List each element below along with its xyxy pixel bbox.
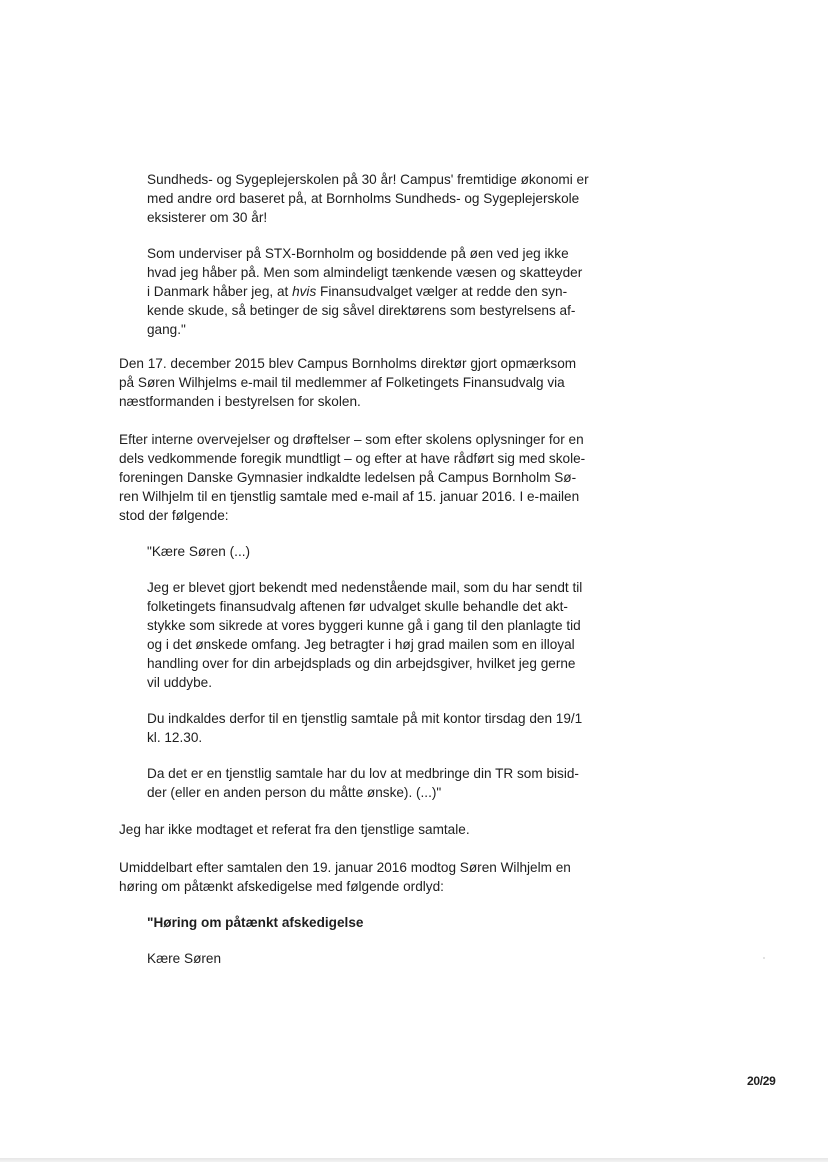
text-line: Du indkaldes derfor til en tjenstlig samtale på mit kontor tirsdag den 19/1 (147, 711, 583, 726)
scan-edge-line (0, 1158, 828, 1162)
text-line: Jeg har ikke modtaget et referat fra den tjenstlige samtale. (119, 822, 470, 837)
text-line: stod der følgende: (119, 508, 229, 523)
text-line: Kære Søren (147, 951, 222, 966)
text-line: Da det er en tjenstlig samtale har du lov at medbringe din TR som bisid- (147, 766, 579, 781)
text-line: "Høring om påtænkt afskedigelse (147, 915, 364, 930)
text-line: med andre ord baseret på, at Bornholms Sundheds- og Sygeplejerskole (147, 191, 580, 206)
text-line: Efter interne overvejelser og drøftelser – som efter skolens oplysninger for en (119, 432, 584, 447)
text-line: kende skude, så betinger de sig såvel direktørens som bestyrelsens af- (147, 303, 576, 318)
text-segment: i Danmark håber jeg, at (147, 284, 293, 299)
quote-paragraph-3 (147, 578, 582, 692)
emphasized-word: hvis (292, 284, 317, 299)
text-line: og i det ønskede omfang. Jeg betragter i høj grad mailen som en illoyal (147, 637, 575, 652)
text-line: ren Wilhjelm til en tjenstlig samtale med e-mail af 15. januar 2016. I e-mailen (119, 489, 580, 504)
text-line: Umiddelbart efter samtalen den 19. januar 2016 modtog Søren Wilhjelm en (119, 860, 571, 875)
quote-paragraph-5 (147, 764, 579, 802)
body-paragraph-4 (119, 858, 571, 896)
page-number: 20/29 (747, 1074, 776, 1088)
quote-paragraph-2 (147, 244, 582, 339)
text-line: på Søren Wilhjelms e-mail til medlemmer af Folketingets Finansudvalg via (119, 375, 565, 390)
text-line: folketingets finansudvalg aftenen før udvalget skulle behandle det akt- (147, 599, 568, 614)
scan-speck (763, 957, 765, 959)
text-line: Jeg er blevet gjort bekendt med nedenstående mail, som du har sendt til (147, 580, 583, 595)
text-line: vil uddybe. (147, 675, 212, 690)
text-line-with-emphasis (147, 282, 582, 301)
quote-salutation (147, 542, 250, 561)
text-line: hvad jeg håber på. Men som almindeligt tænkende væsen og skatteyder (147, 265, 583, 280)
text-segment: Finansudvalget vælger at redde den syn- (316, 284, 568, 299)
text-line: kl. 12.30. (147, 730, 203, 745)
text-line: stykke som sikrede at vores byggeri kunne gå i gang til den planlagte tid (147, 618, 581, 633)
text-line: handling over for din arbejdsplads og din arbejdsgiver, hvilket jeg gerne (147, 656, 576, 671)
quote-paragraph-4 (147, 709, 582, 747)
text-line: der (eller en anden person du måtte ønske). (...)" (147, 785, 442, 800)
body-paragraph-1 (119, 354, 576, 411)
quote-salutation-2 (147, 949, 221, 968)
text-line: høring om påtænkt afskedigelse med følgende ordlyd: (119, 879, 444, 894)
text-line: næstformanden i bestyrelsen for skolen. (119, 394, 361, 409)
text-line: eksisterer om 30 år! (147, 210, 268, 225)
quote-paragraph-1 (147, 170, 589, 227)
body-paragraph-3 (119, 820, 470, 839)
text-line: dels vedkommende foregik mundtligt – og efter at have rådført sig med skole- (119, 451, 586, 466)
quote-heading (147, 913, 363, 932)
text-line: foreningen Danske Gymnasier indkaldte ledelsen på Campus Bornholm Sø- (119, 470, 577, 485)
body-paragraph-2 (119, 430, 585, 525)
text-line: Som underviser på STX-Bornholm og bosiddende på øen ved jeg ikke (147, 246, 569, 261)
text-line: Sundheds- og Sygeplejerskolen på 30 år! Campus' fremtidige økonomi er (147, 172, 589, 187)
text-line: gang." (147, 322, 186, 337)
text-line: "Kære Søren (...) (147, 544, 251, 559)
text-line: Den 17. december 2015 blev Campus Bornholms direktør gjort opmærksom (119, 356, 577, 371)
